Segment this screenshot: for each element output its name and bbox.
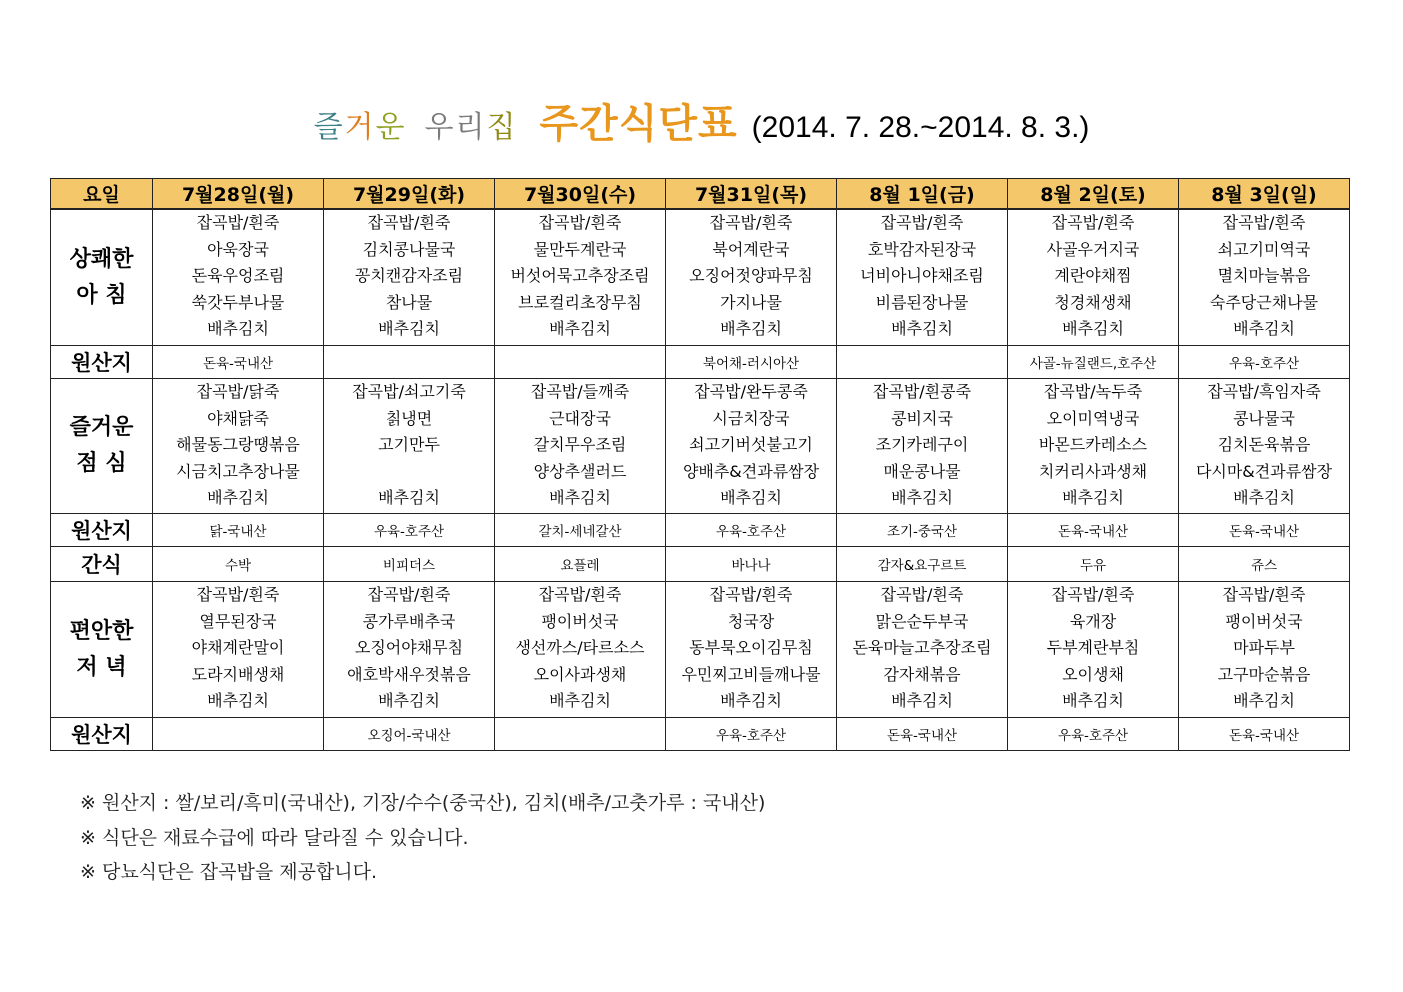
header-day: 7월28일(월) xyxy=(153,179,324,210)
menu-item: 쑥갓두부나물 xyxy=(191,292,285,312)
origin-label: 원산지 xyxy=(51,514,153,547)
menu-item: 다시마&견과류쌈장 xyxy=(1195,461,1333,481)
origin-cell: 우육-호주산 xyxy=(1008,718,1179,751)
origin-cell: 닭-국내산 xyxy=(153,514,324,547)
menu-item: 야채계란말이 xyxy=(191,638,285,658)
origin-cell: 우육-호주산 xyxy=(666,718,837,751)
menu-item: 양상추샐러드 xyxy=(533,461,627,481)
menu-item: 배추김치 xyxy=(720,488,782,508)
menu-item: 배추김치 xyxy=(891,488,953,508)
menu-item: 가지나물 xyxy=(720,292,782,312)
origin-cell: 우육-호주산 xyxy=(324,514,495,547)
menu-cell xyxy=(324,379,495,514)
dinner-label xyxy=(51,582,153,718)
menu-item: 콩가루배추국 xyxy=(362,611,456,631)
menu-item: 배추김치 xyxy=(378,319,440,339)
origin-cell: 돈육-국내산 xyxy=(153,346,324,379)
menu-item: 잡곡밥/흰죽 xyxy=(1222,213,1306,232)
origin-cell xyxy=(495,346,666,379)
title-char-3: 운 xyxy=(375,110,407,145)
menu-item: 청경채생채 xyxy=(1054,292,1132,312)
menu-item: 야채닭죽 xyxy=(207,408,269,428)
menu-item: 숙주당근채나물 xyxy=(1209,292,1319,312)
menu-item: 돈육마늘고추장조림 xyxy=(852,638,992,658)
title-char-1: 즐 xyxy=(313,110,345,145)
origin-cell: 조기-중국산 xyxy=(837,514,1008,547)
menu-item: 배추김치 xyxy=(1062,488,1124,508)
menu-cell xyxy=(1008,209,1179,346)
menu-item xyxy=(324,459,494,486)
menu-item: 잡곡밥/흰죽 xyxy=(538,213,622,232)
menu-cell xyxy=(324,209,495,346)
menu-cell xyxy=(1008,379,1179,514)
menu-item: 시금치고추장나물 xyxy=(176,461,300,481)
menu-item: 잡곡밥/흰죽 xyxy=(367,213,451,232)
menu-item: 쇠고기버섯불고기 xyxy=(689,435,813,455)
menu-item: 오징어야채무침 xyxy=(354,638,464,658)
menu-item: 칡냉면 xyxy=(385,408,433,428)
menu-cell xyxy=(837,582,1008,718)
page-title xyxy=(0,92,1403,149)
menu-item: 오이사과생채 xyxy=(533,664,627,684)
snack-cell: 쥬스 xyxy=(1179,547,1350,582)
snack-cell: 요플레 xyxy=(495,547,666,582)
origin-cell xyxy=(324,346,495,379)
menu-item: 호박감자된장국 xyxy=(867,239,977,259)
title-char-2: 거 xyxy=(344,110,376,145)
menu-item: 비름된장나물 xyxy=(875,292,969,312)
menu-item: 쇠고기미역국 xyxy=(1217,239,1311,259)
meal-label-line: 아 침 xyxy=(76,282,127,308)
header-day: 7월31일(목) xyxy=(666,179,837,210)
menu-item: 열무된장국 xyxy=(199,611,277,631)
origin-cell: 돈육-국내산 xyxy=(837,718,1008,751)
origin-cell: 우육-호주산 xyxy=(666,514,837,547)
title-part1 xyxy=(314,102,407,146)
menu-item: 북어계란국 xyxy=(712,239,790,259)
menu-cell xyxy=(153,379,324,514)
footnote: ※ 원산지 : 쌀/보리/흑미(국내산), 기장/수수(중국산), 김치(배추/고춧가루 : 국내산) xyxy=(80,792,766,814)
menu-cell xyxy=(495,582,666,718)
menu-item: 우민찌고비들깨나물 xyxy=(681,664,821,684)
menu-item: 잡곡밥/녹두죽 xyxy=(1043,382,1143,401)
menu-item: 고기만두 xyxy=(378,435,440,455)
menu-item: 갈치무우조림 xyxy=(533,435,627,455)
snack-cell: 수박 xyxy=(153,547,324,582)
weekly-menu-table xyxy=(50,178,1350,751)
origin-label: 원산지 xyxy=(51,346,153,379)
lunch-origin-row xyxy=(51,514,1350,547)
menu-item: 콩비지국 xyxy=(891,408,953,428)
menu-cell xyxy=(666,582,837,718)
menu-item: 잡곡밥/흰죽 xyxy=(538,585,622,604)
menu-item: 고구마순볶음 xyxy=(1217,664,1311,684)
menu-item: 잡곡밥/들깨죽 xyxy=(530,382,630,401)
snack-cell: 감자&요구르트 xyxy=(837,547,1008,582)
snack-cell: 비피더스 xyxy=(324,547,495,582)
menu-cell xyxy=(666,379,837,514)
menu-item: 콩나물국 xyxy=(1233,408,1295,428)
origin-cell xyxy=(495,718,666,751)
menu-item: 잡곡밥/완두콩죽 xyxy=(694,382,808,401)
menu-item: 근대장국 xyxy=(549,408,611,428)
menu-item: 멸치마늘볶음 xyxy=(1217,266,1311,286)
header-day: 7월30일(수) xyxy=(495,179,666,210)
title-main: 주간식단표 xyxy=(539,101,738,147)
menu-item: 김치돈육볶음 xyxy=(1217,435,1311,455)
menu-item: 생선까스/타르소스 xyxy=(515,638,645,658)
menu-item: 잡곡밥/흰죽 xyxy=(709,585,793,604)
menu-item: 배추김치 xyxy=(1233,319,1295,339)
menu-item: 배추김치 xyxy=(207,691,269,711)
menu-cell xyxy=(1008,582,1179,718)
dinner-row xyxy=(51,582,1350,718)
menu-item: 잡곡밥/흰죽 xyxy=(1051,585,1135,604)
menu-item: 해물동그랑땡볶음 xyxy=(176,435,300,455)
menu-item: 잡곡밥/흰죽 xyxy=(196,585,280,604)
meal-label-line: 저 녁 xyxy=(76,654,127,680)
menu-item: 잡곡밥/흰콩죽 xyxy=(872,382,972,401)
origin-cell: 북어채-러시아산 xyxy=(666,346,837,379)
menu-item: 배추김치 xyxy=(549,691,611,711)
menu-item: 너비아니야채조림 xyxy=(860,266,984,286)
menu-item: 두부계란부침 xyxy=(1046,638,1140,658)
menu-item: 잡곡밥/흰죽 xyxy=(880,585,964,604)
menu-item: 배추김치 xyxy=(549,319,611,339)
menu-cell xyxy=(1179,379,1350,514)
origin-cell: 돈육-국내산 xyxy=(1008,514,1179,547)
menu-cell xyxy=(837,209,1008,346)
menu-item: 치커리사과생채 xyxy=(1038,461,1148,481)
menu-cell xyxy=(495,209,666,346)
menu-item: 잡곡밥/닭죽 xyxy=(196,382,280,401)
menu-item: 배추김치 xyxy=(549,488,611,508)
breakfast-origin-row xyxy=(51,346,1350,379)
menu-cell xyxy=(1179,582,1350,718)
breakfast-row xyxy=(51,209,1350,346)
title-char-4: 우리 xyxy=(424,110,487,145)
menu-item: 매운콩나물 xyxy=(883,461,961,481)
menu-cell xyxy=(1179,209,1350,346)
header-day: 8월 2일(토) xyxy=(1008,179,1179,210)
menu-item: 애호박새우젓볶음 xyxy=(347,664,471,684)
snack-cell: 바나나 xyxy=(666,547,837,582)
lunch-label xyxy=(51,379,153,514)
header-day: 8월 3일(일) xyxy=(1179,179,1350,210)
menu-item: 배추김치 xyxy=(378,488,440,508)
menu-item: 물만두계란국 xyxy=(533,239,627,259)
origin-cell xyxy=(153,718,324,751)
menu-item: 배추김치 xyxy=(891,319,953,339)
menu-item: 배추김치 xyxy=(1233,691,1295,711)
meal-label-line: 상쾌한 xyxy=(69,246,134,272)
menu-item: 잡곡밥/흑임자죽 xyxy=(1207,382,1321,401)
menu-item: 배추김치 xyxy=(1233,488,1295,508)
menu-item: 동부묵오이김무침 xyxy=(689,638,813,658)
menu-cell xyxy=(153,209,324,346)
footnote: ※ 식단은 재료수급에 따라 달라질 수 있습니다. xyxy=(80,826,469,849)
snack-cell: 두유 xyxy=(1008,547,1179,582)
footnote: ※ 당뇨식단은 잡곡밥을 제공합니다. xyxy=(80,861,378,883)
meal-label-line: 편안한 xyxy=(69,618,134,644)
origin-cell: 돈육-국내산 xyxy=(1179,718,1350,751)
menu-item: 배추김치 xyxy=(1062,691,1124,711)
dinner-origin-row xyxy=(51,718,1350,751)
title-part2 xyxy=(425,102,518,146)
header-row xyxy=(51,179,1350,210)
title-char-5: 집 xyxy=(486,110,518,145)
menu-item: 오이생채 xyxy=(1062,664,1124,684)
menu-item: 오이미역냉국 xyxy=(1046,408,1140,428)
origin-cell xyxy=(837,346,1008,379)
menu-item: 배추김치 xyxy=(720,319,782,339)
menu-item: 청국장 xyxy=(727,611,775,631)
menu-item: 배추김치 xyxy=(378,691,440,711)
menu-item: 도라지배생채 xyxy=(191,664,285,684)
footnotes xyxy=(80,786,765,890)
menu-cell xyxy=(495,379,666,514)
menu-item: 배추김치 xyxy=(207,319,269,339)
menu-item: 잡곡밥/흰죽 xyxy=(709,213,793,232)
menu-item: 계란야채찜 xyxy=(1054,266,1132,286)
menu-item: 배추김치 xyxy=(891,691,953,711)
menu-cell xyxy=(666,209,837,346)
snack-label: 간식 xyxy=(51,547,153,582)
menu-cell xyxy=(153,582,324,718)
menu-item: 맑은순두부국 xyxy=(875,611,969,631)
menu-item: 브로컬리초장무침 xyxy=(518,292,642,312)
menu-item: 배추김치 xyxy=(720,691,782,711)
menu-item: 바몬드카레소스 xyxy=(1038,435,1148,455)
menu-item: 오징어젓양파무침 xyxy=(689,266,813,286)
menu-item: 김치콩나물국 xyxy=(362,239,456,259)
menu-item: 잡곡밥/흰죽 xyxy=(880,213,964,232)
origin-cell: 돈육-국내산 xyxy=(1179,514,1350,547)
menu-item: 버섯어묵고추장조림 xyxy=(510,266,650,286)
origin-cell: 오징어-국내산 xyxy=(324,718,495,751)
meal-label-line: 즐거운 xyxy=(69,415,134,440)
origin-cell: 우육-호주산 xyxy=(1179,346,1350,379)
menu-item: 잡곡밥/흰죽 xyxy=(1222,585,1306,604)
menu-item: 잡곡밥/흰죽 xyxy=(1051,213,1135,232)
menu-item: 양배추&견과류쌈장 xyxy=(682,461,820,481)
meal-label-line: 점 심 xyxy=(76,451,127,476)
menu-item: 팽이버섯국 xyxy=(1225,611,1303,631)
menu-item: 잡곡밥/흰죽 xyxy=(367,585,451,604)
origin-cell: 갈치-세네갈산 xyxy=(495,514,666,547)
menu-item: 배추김치 xyxy=(1062,319,1124,339)
menu-item: 아욱장국 xyxy=(207,239,269,259)
header-corner: 요일 xyxy=(51,179,153,210)
menu-cell xyxy=(837,379,1008,514)
menu-item: 육개장 xyxy=(1069,611,1117,631)
lunch-row xyxy=(51,379,1350,514)
menu-item: 꽁치캔감자조림 xyxy=(354,266,464,286)
menu-item: 돈육우엉조림 xyxy=(191,266,285,286)
menu-cell xyxy=(324,582,495,718)
menu-item: 마파두부 xyxy=(1233,638,1295,658)
menu-item: 시금치장국 xyxy=(712,408,790,428)
menu-item: 잡곡밥/흰죽 xyxy=(196,213,280,232)
menu-item: 사골우거지국 xyxy=(1046,239,1140,259)
snack-row xyxy=(51,547,1350,582)
header-day: 7월29일(화) xyxy=(324,179,495,210)
menu-item: 배추김치 xyxy=(207,488,269,508)
breakfast-label xyxy=(51,209,153,346)
menu-item: 팽이버섯국 xyxy=(541,611,619,631)
menu-item: 참나물 xyxy=(385,292,433,312)
origin-cell: 사골-뉴질랜드,호주산 xyxy=(1008,346,1179,379)
header-day: 8월 1일(금) xyxy=(837,179,1008,210)
title-date-range: (2014. 7. 28.~2014. 8. 3.) xyxy=(751,111,1090,144)
origin-label: 원산지 xyxy=(51,718,153,751)
menu-item: 잡곡밥/쇠고기죽 xyxy=(352,382,466,401)
menu-item: 감자채볶음 xyxy=(883,664,961,684)
menu-item: 조기카레구이 xyxy=(875,435,969,455)
